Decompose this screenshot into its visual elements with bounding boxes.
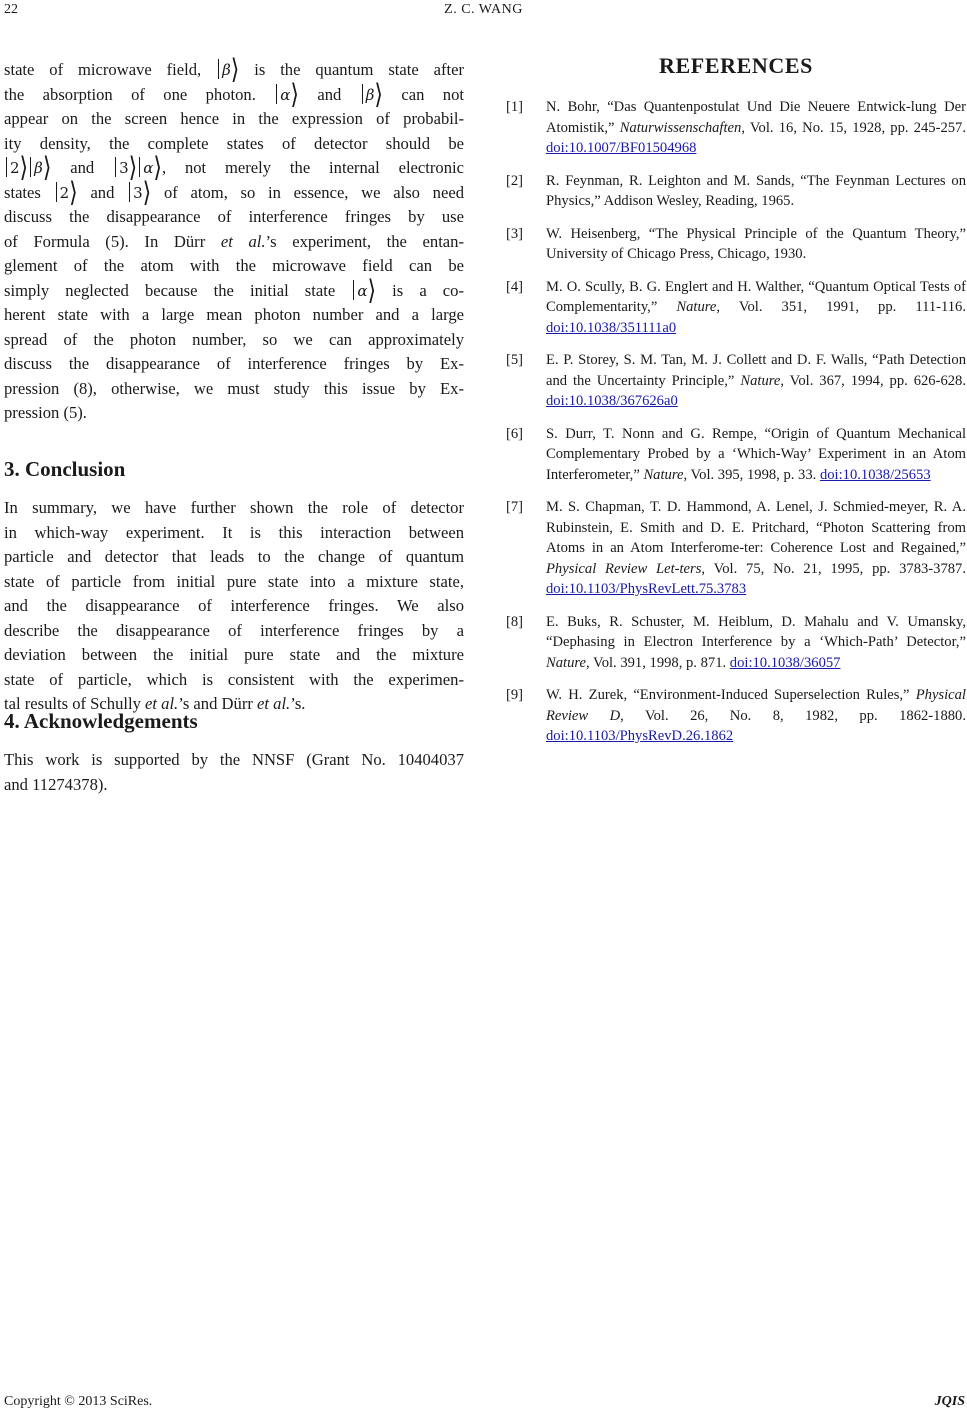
body-paragraph bbox=[4, 53, 465, 426]
text-line: pression (8), otherwise, we must study this issue by Ex- bbox=[4, 378, 464, 398]
ket-symbol: α⟩ bbox=[351, 279, 376, 304]
reference-item bbox=[506, 171, 966, 212]
references-column bbox=[506, 53, 966, 759]
text-line: describe the disappearance of interference fringes by a bbox=[4, 620, 464, 640]
reference-number: [6] bbox=[506, 425, 524, 442]
text-line: glement of the atom with the microwave field can be bbox=[4, 256, 464, 275]
conclusion-paragraph bbox=[4, 496, 464, 717]
reference-item bbox=[506, 685, 966, 747]
doi-link[interactable]: doi:10.1038/367626a0 bbox=[546, 393, 678, 409]
reference-number: [7] bbox=[506, 499, 524, 515]
section-heading-conclusion: 3. Conclusion bbox=[4, 457, 126, 481]
text-line: state of particle from initial pure state into a mixture state, bbox=[4, 571, 464, 591]
reference-number: [5] bbox=[506, 352, 524, 368]
text-line: state of microwave field, β⟩ is the quantum state after bbox=[4, 53, 465, 85]
text-line: the absorption of one photon. α⟩ and β⟩ can not bbox=[4, 78, 464, 110]
reference-number: [9] bbox=[506, 687, 524, 703]
page-number: 22 bbox=[4, 2, 18, 17]
reference-number: [3] bbox=[506, 225, 524, 242]
text-line: herent state with a large mean photon number and a large bbox=[4, 305, 464, 324]
reference-text: M. O. Scully, B. G. Englert and H. Walther, “Quantum Optical Tests of Complementarity,” Nature, Vol. 351, 1991, pp. 111-116. doi:10.1038/351111a0 bbox=[546, 278, 966, 336]
text-line: spread of the photon number, so we can approximately bbox=[4, 329, 464, 349]
text-line: and the disappearance of interference fringes. We also bbox=[4, 596, 464, 615]
ket-symbol: 2⟩ bbox=[54, 181, 78, 206]
text-line: states 2⟩ and 3⟩ of atom, so in essence, we also need bbox=[4, 176, 465, 208]
left-column bbox=[4, 53, 465, 794]
running-header-author: Z. C. WANG bbox=[444, 2, 523, 17]
doi-link[interactable]: doi:10.1007/BF01504968 bbox=[546, 140, 697, 156]
reference-list bbox=[506, 97, 966, 747]
references-title: REFERENCES bbox=[659, 53, 813, 78]
text-line: discuss the disappearance of interference fringes by Ex- bbox=[4, 354, 464, 373]
reference-text: S. Durr, T. Nonn and G. Rempe, “Origin of Quantum Mechanical Complementary Probed by a ‘Which-Way’ Experiment in an Atom Interferometer,” Nature, Vol. 395, 1998, p. 33. doi:10.1038/25653 bbox=[546, 425, 966, 483]
doi-link[interactable]: doi:10.1103/PhysRevLett.75.3783 bbox=[546, 581, 747, 597]
text-line: This work is supported by the NNSF (Grant No. 10404037 bbox=[4, 750, 464, 769]
reference-text: W. Heisenberg, “The Physical Principle of the Quantum Theory,” University of Chicago Press, Chicago, 1930. bbox=[546, 225, 966, 262]
reference-number: [8] bbox=[506, 613, 524, 630]
text-line: in which-way experiment. It is this interaction between bbox=[4, 522, 464, 542]
reference-number: [4] bbox=[506, 278, 524, 295]
reference-item bbox=[506, 224, 966, 265]
text-line: and 11274378). bbox=[4, 774, 108, 794]
reference-number: [1] bbox=[506, 99, 524, 115]
reference-item bbox=[506, 612, 966, 674]
reference-item bbox=[506, 497, 966, 600]
text-line: pression (5). bbox=[4, 403, 87, 422]
text-line: discuss the disappearance of interference fringes by use bbox=[4, 207, 464, 226]
reference-item bbox=[506, 97, 966, 159]
reference-text: R. Feynman, R. Leighton and M. Sands, “The Feynman Lectures on Physics,” Addison Wesley, Reading, 1965. bbox=[546, 172, 966, 209]
section-heading-acknowledgements: 4. Acknowledgements bbox=[4, 709, 198, 733]
text-line: of Formula (5). In Dürr et al.’s experiment, the entan- bbox=[4, 231, 464, 251]
text-line: state of particle, which is consistent with the experimen- bbox=[4, 669, 464, 689]
doi-link[interactable]: doi:10.1038/36057 bbox=[729, 654, 841, 671]
reference-text: E. P. Storey, S. M. Tan, M. J. Collett and D. F. Walls, “Path Detection and the Uncertainty Principle,” Nature, Vol. 367, 1994, pp. 626-628. doi:10.1038/367626a0 bbox=[546, 352, 966, 409]
ket-symbol: β⟩ bbox=[216, 58, 239, 83]
reference-text: M. S. Chapman, T. D. Hammond, A. Lenel, J. Schmied-meyer, R. A. Rubinstein, E. Smith and D. E. Pritchard, “Photon Scattering from Atoms in an Atom Interferome-ter: Coherence Lost and Regained,” Physical Review Let-ters, Vol. 75, No. 21, 1995, pp. 3783-3787. doi:10.1103/PhysRevLett.75.3783 bbox=[546, 499, 966, 597]
doi-link[interactable]: doi:10.1038/351111a0 bbox=[546, 319, 677, 336]
acknowledgements-paragraph bbox=[4, 748, 464, 797]
ket-symbol: α⟩ bbox=[274, 83, 299, 108]
reference-text: E. Buks, R. Schuster, M. Heiblum, D. Mahalu and V. Umansky, “Dephasing in Electron Interference by a ‘Which-Path’ Detector,” Nature, Vol. 391, 1998, p. 871. doi:10.1038/36057 bbox=[546, 613, 966, 671]
footer-copyright: Copyright © 2013 SciRes. bbox=[4, 1394, 153, 1409]
reference-item bbox=[506, 424, 966, 486]
text-line: appear on the screen hence in the expression of probabil- bbox=[4, 109, 464, 128]
text-line: particle and detector that leads to the change of quantum bbox=[4, 547, 464, 566]
text-line: tal results of Schully et al.’s and Dürr et al.’s. bbox=[4, 694, 306, 713]
ket-symbol: 3⟩ bbox=[127, 181, 151, 206]
reference-number: [2] bbox=[506, 172, 524, 189]
reference-text: N. Bohr, “Das Quantenpostulat Und Die Neuere Entwick-lung Der Atomistik,” Naturwissenschaften, Vol. 16, No. 15, 1928, pp. 245-257. doi:10.1007/BF01504968 bbox=[546, 99, 966, 156]
ket-symbol: β⟩ bbox=[360, 83, 383, 108]
doi-link[interactable]: doi:10.1103/PhysRevD.26.1862 bbox=[546, 728, 734, 744]
doi-link[interactable]: doi:10.1038/25653 bbox=[819, 466, 931, 483]
text-line: deviation between the initial pure state and the mixture bbox=[4, 645, 464, 664]
footer-journal: JQIS bbox=[934, 1394, 965, 1409]
reference-item bbox=[506, 350, 966, 412]
ket-symbol: 3⟩ α⟩ bbox=[113, 156, 162, 181]
reference-text: W. H. Zurek, “Environment-Induced Superselection Rules,” Physical Review D, Vol. 26, No. 8, 1982, pp. 1862-1880. doi:10.1103/PhysRevD.26.1862 bbox=[546, 687, 967, 744]
ket-symbol: 2⟩ β⟩ bbox=[4, 156, 51, 181]
text-line: In summary, we have further shown the role of detector bbox=[4, 498, 464, 517]
reference-item bbox=[506, 277, 966, 339]
text-line: 2⟩ β⟩ and 3⟩ α⟩, not merely the internal electronic bbox=[4, 156, 464, 181]
text-line: simply neglected because the initial state α⟩ is a co- bbox=[4, 274, 464, 306]
text-line: ity density, the complete states of detector should be bbox=[4, 133, 464, 153]
